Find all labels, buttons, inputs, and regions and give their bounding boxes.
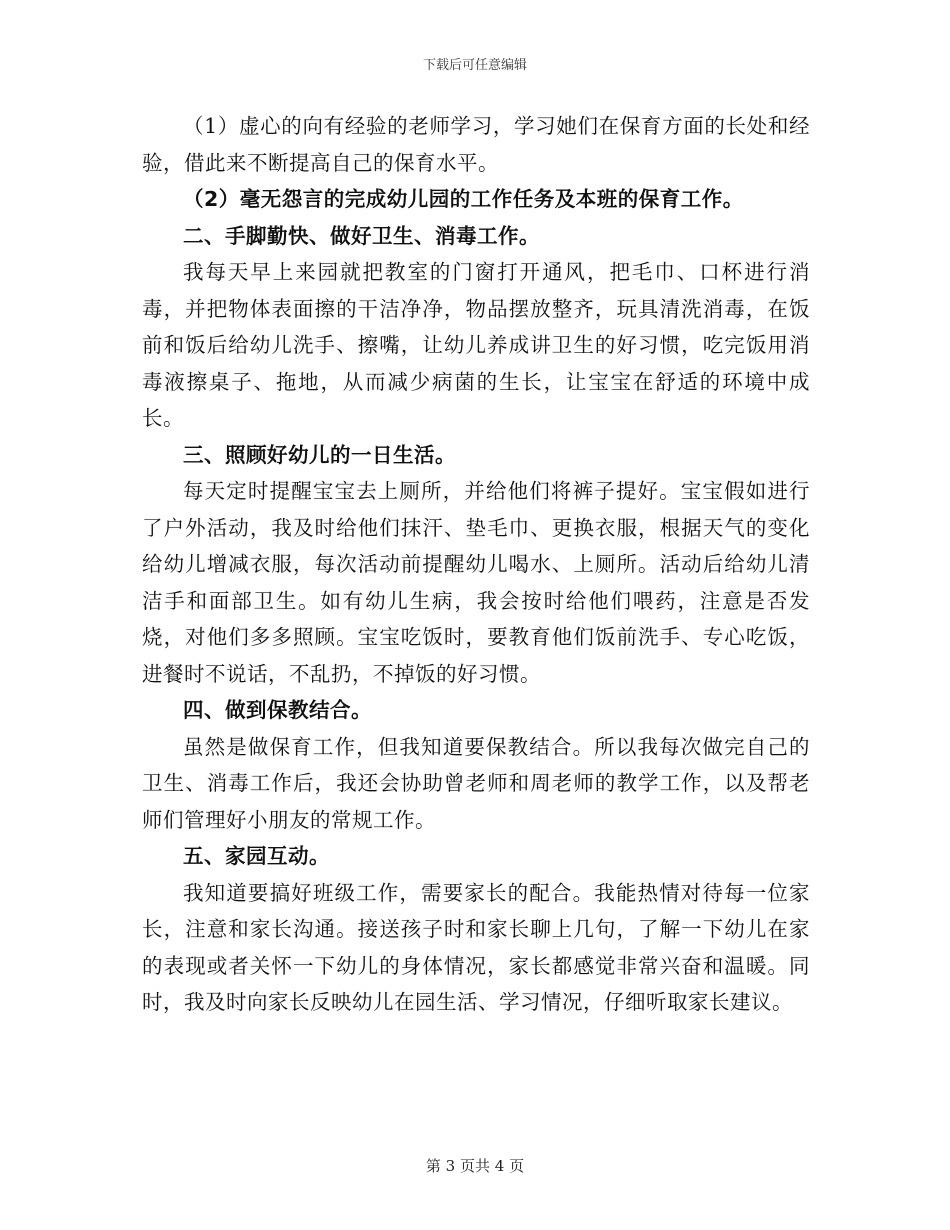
- heading-section-2: 二、手脚勤快、做好卫生、消毒工作。: [183, 223, 540, 248]
- heading-complete-tasks: （2）毫无怨言的完成幼儿园的工作任务及本班的保育工作。: [183, 187, 744, 211]
- paragraph-hygiene: 我每天早上来园就把教室的门窗打开通风，把毛巾、口杯进行消毒，并把物体表面擦的干洁净净，物品摆放整齐，玩具清洗消毒，在饭前和饭后给幼儿洗手、擦嘴，让幼儿养成讲卫生的好习惯，吃完饭用消毒液擦桌子、拖地，从而减少病菌的生长，让宝宝在舒适的环境中成长。: [142, 260, 810, 430]
- paragraph-learn-from-teachers: （1）虚心的向有经验的老师学习，学习她们在保育方面的长处和经验，借此来不断提高自己的保育水平。: [142, 114, 810, 175]
- paragraph-daily-life: 每天定时提醒宝宝去上厕所，并给他们将裤子提好。宝宝假如进行了户外活动，我及时给他们抹汗、垫毛巾、更换衣服，根据天气的变化给幼儿增减衣服，每次活动前提醒幼儿喝水、上厕所。活动后给幼儿清洁手和面部卫生。如有幼儿生病，我会按时给他们喂药，注意是否发烧，对他们多多照顾。宝宝吃饭时，要教育他们饭前洗手、专心吃饭，进餐时不说话，不乱扔，不掉饭的好习惯。: [142, 479, 810, 686]
- paragraph-care-education: 虽然是做保育工作，但我知道要保教结合。所以我每次做完自己的卫生、消毒工作后，我还会协助曾老师和周老师的教学工作，以及帮老师们管理好小朋友的常规工作。: [142, 734, 810, 832]
- page-footer: 第 3 页共 4 页: [425, 1157, 525, 1175]
- heading-section-5: 五、家园互动。: [183, 844, 330, 868]
- heading-section-3: 三、照顾好幼儿的一日生活。: [183, 442, 456, 467]
- paragraph-home-school: 我知道要搞好班级工作，需要家长的配合。我能热情对待每一位家长，注意和家长沟通。接送孩子时和家长聊上几句，了解一下幼儿在家的表现或者关怀一下幼儿的身体情况，家长都感觉非常兴奋和温暖。同时，我及时向家长反映幼儿在园生活、学习情况，仔细听取家长建议。: [142, 880, 810, 1014]
- document-body: [142, 108, 810, 1021]
- page-header: 下载后可任意编辑: [422, 58, 527, 73]
- heading-section-4: 四、做到保教结合。: [183, 698, 372, 722]
